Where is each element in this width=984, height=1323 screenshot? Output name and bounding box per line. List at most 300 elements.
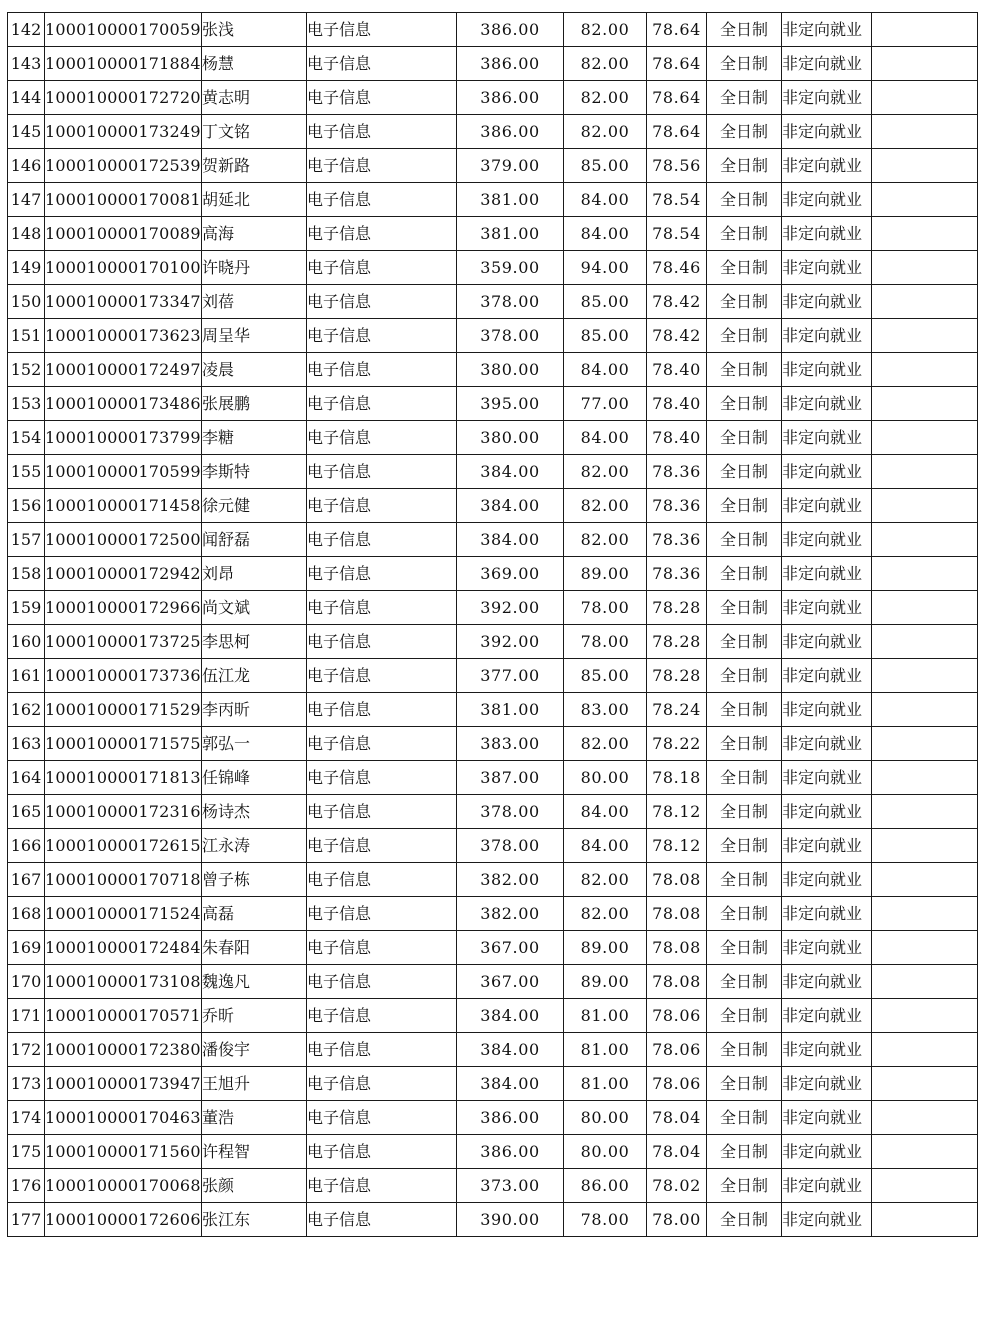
remarks-cell (872, 523, 978, 557)
retest-score-cell: 94.00 (564, 251, 647, 285)
candidate-name-cell: 贺新路 (202, 149, 307, 183)
exam-id-cell: 100010000173249 (45, 115, 202, 149)
candidate-name-cell: 伍江龙 (202, 659, 307, 693)
table-row (8, 387, 978, 421)
enrollment-type-cell: 非定向就业 (782, 81, 872, 115)
table-row (8, 727, 978, 761)
table-row (8, 353, 978, 387)
exam-id-cell: 100010000173799 (45, 421, 202, 455)
serial-number-cell: 175 (8, 1135, 45, 1169)
major-cell: 电子信息 (307, 727, 457, 761)
table-row (8, 557, 978, 591)
initial-score-cell: 359.00 (457, 251, 564, 285)
table-row (8, 149, 978, 183)
retest-score-cell: 86.00 (564, 1169, 647, 1203)
initial-score-cell: 384.00 (457, 489, 564, 523)
candidate-name-cell: 丁文铭 (202, 115, 307, 149)
serial-number-cell: 163 (8, 727, 45, 761)
table-row (8, 455, 978, 489)
table-row (8, 13, 978, 47)
enrollment-type-cell: 非定向就业 (782, 387, 872, 421)
major-cell: 电子信息 (307, 931, 457, 965)
initial-score-cell: 387.00 (457, 761, 564, 795)
remarks-cell (872, 1169, 978, 1203)
initial-score-cell: 386.00 (457, 1135, 564, 1169)
exam-id-cell: 100010000173623 (45, 319, 202, 353)
table-row (8, 1169, 978, 1203)
initial-score-cell: 384.00 (457, 1067, 564, 1101)
remarks-cell (872, 625, 978, 659)
major-cell: 电子信息 (307, 1135, 457, 1169)
table-row (8, 489, 978, 523)
study-mode-cell: 全日制 (707, 217, 782, 251)
remarks-cell (872, 81, 978, 115)
candidate-name-cell: 郭弘一 (202, 727, 307, 761)
retest-score-cell: 84.00 (564, 183, 647, 217)
retest-score-cell: 78.00 (564, 625, 647, 659)
exam-id-cell: 100010000171529 (45, 693, 202, 727)
remarks-cell (872, 183, 978, 217)
exam-id-cell: 100010000173108 (45, 965, 202, 999)
retest-score-cell: 84.00 (564, 421, 647, 455)
study-mode-cell: 全日制 (707, 863, 782, 897)
study-mode-cell: 全日制 (707, 81, 782, 115)
exam-id-cell: 100010000171458 (45, 489, 202, 523)
major-cell: 电子信息 (307, 149, 457, 183)
initial-score-cell: 384.00 (457, 523, 564, 557)
serial-number-cell: 150 (8, 285, 45, 319)
table-row (8, 863, 978, 897)
candidate-name-cell: 张颜 (202, 1169, 307, 1203)
initial-score-cell: 386.00 (457, 115, 564, 149)
remarks-cell (872, 217, 978, 251)
study-mode-cell: 全日制 (707, 319, 782, 353)
exam-id-cell: 100010000170089 (45, 217, 202, 251)
admission-list-sheet (7, 12, 977, 1237)
exam-id-cell: 100010000173347 (45, 285, 202, 319)
candidate-name-cell: 闻舒磊 (202, 523, 307, 557)
study-mode-cell: 全日制 (707, 965, 782, 999)
table-row (8, 1203, 978, 1237)
remarks-cell (872, 795, 978, 829)
major-cell: 电子信息 (307, 1101, 457, 1135)
initial-score-cell: 382.00 (457, 863, 564, 897)
retest-score-cell: 85.00 (564, 319, 647, 353)
remarks-cell (872, 421, 978, 455)
enrollment-type-cell: 非定向就业 (782, 251, 872, 285)
candidate-name-cell: 周呈华 (202, 319, 307, 353)
initial-score-cell: 384.00 (457, 999, 564, 1033)
exam-id-cell: 100010000170718 (45, 863, 202, 897)
retest-score-cell: 80.00 (564, 761, 647, 795)
candidate-name-cell: 李丙昕 (202, 693, 307, 727)
candidate-name-cell: 许晓丹 (202, 251, 307, 285)
major-cell: 电子信息 (307, 285, 457, 319)
remarks-cell (872, 591, 978, 625)
table-body (8, 13, 978, 1237)
candidate-name-cell: 李斯特 (202, 455, 307, 489)
remarks-cell (872, 829, 978, 863)
initial-score-cell: 384.00 (457, 455, 564, 489)
major-cell: 电子信息 (307, 523, 457, 557)
serial-number-cell: 157 (8, 523, 45, 557)
study-mode-cell: 全日制 (707, 693, 782, 727)
serial-number-cell: 143 (8, 47, 45, 81)
study-mode-cell: 全日制 (707, 421, 782, 455)
exam-id-cell: 100010000170068 (45, 1169, 202, 1203)
initial-score-cell: 381.00 (457, 693, 564, 727)
initial-score-cell: 373.00 (457, 1169, 564, 1203)
enrollment-type-cell: 非定向就业 (782, 761, 872, 795)
candidate-name-cell: 张浅 (202, 13, 307, 47)
exam-id-cell: 100010000172497 (45, 353, 202, 387)
remarks-cell (872, 761, 978, 795)
study-mode-cell: 全日制 (707, 897, 782, 931)
enrollment-type-cell: 非定向就业 (782, 421, 872, 455)
enrollment-type-cell: 非定向就业 (782, 1135, 872, 1169)
serial-number-cell: 165 (8, 795, 45, 829)
table-row (8, 931, 978, 965)
serial-number-cell: 148 (8, 217, 45, 251)
serial-number-cell: 166 (8, 829, 45, 863)
total-score-cell: 78.28 (647, 659, 707, 693)
remarks-cell (872, 251, 978, 285)
total-score-cell: 78.36 (647, 455, 707, 489)
study-mode-cell: 全日制 (707, 761, 782, 795)
candidate-name-cell: 任锦峰 (202, 761, 307, 795)
initial-score-cell: 367.00 (457, 965, 564, 999)
table-row (8, 659, 978, 693)
serial-number-cell: 149 (8, 251, 45, 285)
enrollment-type-cell: 非定向就业 (782, 1203, 872, 1237)
study-mode-cell: 全日制 (707, 47, 782, 81)
exam-id-cell: 100010000170463 (45, 1101, 202, 1135)
table-row (8, 523, 978, 557)
enrollment-type-cell: 非定向就业 (782, 47, 872, 81)
initial-score-cell: 392.00 (457, 591, 564, 625)
remarks-cell (872, 557, 978, 591)
exam-id-cell: 100010000170059 (45, 13, 202, 47)
enrollment-type-cell: 非定向就业 (782, 557, 872, 591)
total-score-cell: 78.04 (647, 1135, 707, 1169)
remarks-cell (872, 965, 978, 999)
major-cell: 电子信息 (307, 591, 457, 625)
table-row (8, 217, 978, 251)
serial-number-cell: 169 (8, 931, 45, 965)
exam-id-cell: 100010000172942 (45, 557, 202, 591)
enrollment-type-cell: 非定向就业 (782, 319, 872, 353)
remarks-cell (872, 1067, 978, 1101)
retest-score-cell: 82.00 (564, 523, 647, 557)
enrollment-type-cell: 非定向就业 (782, 489, 872, 523)
candidate-name-cell: 凌晨 (202, 353, 307, 387)
retest-score-cell: 82.00 (564, 115, 647, 149)
total-score-cell: 78.18 (647, 761, 707, 795)
remarks-cell (872, 693, 978, 727)
enrollment-type-cell: 非定向就业 (782, 999, 872, 1033)
exam-id-cell: 100010000172484 (45, 931, 202, 965)
enrollment-type-cell: 非定向就业 (782, 727, 872, 761)
remarks-cell (872, 47, 978, 81)
candidate-name-cell: 许程智 (202, 1135, 307, 1169)
table-row (8, 1033, 978, 1067)
remarks-cell (872, 115, 978, 149)
initial-score-cell: 386.00 (457, 81, 564, 115)
serial-number-cell: 146 (8, 149, 45, 183)
candidate-name-cell: 曾子栋 (202, 863, 307, 897)
table-row (8, 693, 978, 727)
remarks-cell (872, 727, 978, 761)
table-row (8, 591, 978, 625)
initial-score-cell: 381.00 (457, 217, 564, 251)
study-mode-cell: 全日制 (707, 489, 782, 523)
exam-id-cell: 100010000171575 (45, 727, 202, 761)
enrollment-type-cell: 非定向就业 (782, 523, 872, 557)
retest-score-cell: 82.00 (564, 489, 647, 523)
initial-score-cell: 386.00 (457, 1101, 564, 1135)
major-cell: 电子信息 (307, 319, 457, 353)
table-row (8, 999, 978, 1033)
initial-score-cell: 369.00 (457, 557, 564, 591)
total-score-cell: 78.04 (647, 1101, 707, 1135)
major-cell: 电子信息 (307, 965, 457, 999)
major-cell: 电子信息 (307, 353, 457, 387)
total-score-cell: 78.12 (647, 829, 707, 863)
candidate-name-cell: 董浩 (202, 1101, 307, 1135)
study-mode-cell: 全日制 (707, 1169, 782, 1203)
enrollment-type-cell: 非定向就业 (782, 353, 872, 387)
exam-id-cell: 100010000170571 (45, 999, 202, 1033)
study-mode-cell: 全日制 (707, 1203, 782, 1237)
exam-id-cell: 100010000171813 (45, 761, 202, 795)
retest-score-cell: 82.00 (564, 81, 647, 115)
study-mode-cell: 全日制 (707, 829, 782, 863)
exam-id-cell: 100010000173486 (45, 387, 202, 421)
remarks-cell (872, 659, 978, 693)
remarks-cell (872, 319, 978, 353)
major-cell: 电子信息 (307, 1067, 457, 1101)
retest-score-cell: 84.00 (564, 829, 647, 863)
exam-id-cell: 100010000172606 (45, 1203, 202, 1237)
remarks-cell (872, 149, 978, 183)
study-mode-cell: 全日制 (707, 931, 782, 965)
serial-number-cell: 152 (8, 353, 45, 387)
total-score-cell: 78.22 (647, 727, 707, 761)
candidate-name-cell: 高磊 (202, 897, 307, 931)
remarks-cell (872, 1203, 978, 1237)
remarks-cell (872, 999, 978, 1033)
total-score-cell: 78.06 (647, 1033, 707, 1067)
total-score-cell: 78.08 (647, 863, 707, 897)
candidate-name-cell: 潘俊宇 (202, 1033, 307, 1067)
study-mode-cell: 全日制 (707, 285, 782, 319)
total-score-cell: 78.24 (647, 693, 707, 727)
initial-score-cell: 392.00 (457, 625, 564, 659)
enrollment-type-cell: 非定向就业 (782, 1033, 872, 1067)
enrollment-type-cell: 非定向就业 (782, 591, 872, 625)
candidate-name-cell: 张江东 (202, 1203, 307, 1237)
initial-score-cell: 384.00 (457, 1033, 564, 1067)
candidate-name-cell: 刘蓓 (202, 285, 307, 319)
study-mode-cell: 全日制 (707, 387, 782, 421)
remarks-cell (872, 1033, 978, 1067)
major-cell: 电子信息 (307, 625, 457, 659)
total-score-cell: 78.54 (647, 217, 707, 251)
major-cell: 电子信息 (307, 829, 457, 863)
enrollment-type-cell: 非定向就业 (782, 795, 872, 829)
remarks-cell (872, 1101, 978, 1135)
study-mode-cell: 全日制 (707, 795, 782, 829)
initial-score-cell: 395.00 (457, 387, 564, 421)
exam-id-cell: 100010000172720 (45, 81, 202, 115)
table-row (8, 1101, 978, 1135)
total-score-cell: 78.42 (647, 285, 707, 319)
enrollment-type-cell: 非定向就业 (782, 1067, 872, 1101)
retest-score-cell: 82.00 (564, 863, 647, 897)
serial-number-cell: 154 (8, 421, 45, 455)
enrollment-type-cell: 非定向就业 (782, 285, 872, 319)
remarks-cell (872, 1135, 978, 1169)
enrollment-type-cell: 非定向就业 (782, 965, 872, 999)
remarks-cell (872, 863, 978, 897)
major-cell: 电子信息 (307, 183, 457, 217)
major-cell: 电子信息 (307, 115, 457, 149)
initial-score-cell: 386.00 (457, 13, 564, 47)
study-mode-cell: 全日制 (707, 591, 782, 625)
serial-number-cell: 153 (8, 387, 45, 421)
major-cell: 电子信息 (307, 557, 457, 591)
total-score-cell: 78.54 (647, 183, 707, 217)
major-cell: 电子信息 (307, 1169, 457, 1203)
initial-score-cell: 380.00 (457, 421, 564, 455)
serial-number-cell: 176 (8, 1169, 45, 1203)
major-cell: 电子信息 (307, 489, 457, 523)
exam-id-cell: 100010000173725 (45, 625, 202, 659)
enrollment-type-cell: 非定向就业 (782, 863, 872, 897)
retest-score-cell: 85.00 (564, 285, 647, 319)
major-cell: 电子信息 (307, 421, 457, 455)
retest-score-cell: 84.00 (564, 217, 647, 251)
major-cell: 电子信息 (307, 1033, 457, 1067)
initial-score-cell: 382.00 (457, 897, 564, 931)
enrollment-type-cell: 非定向就业 (782, 625, 872, 659)
initial-score-cell: 379.00 (457, 149, 564, 183)
study-mode-cell: 全日制 (707, 1101, 782, 1135)
exam-id-cell: 100010000171560 (45, 1135, 202, 1169)
table-row (8, 1067, 978, 1101)
retest-score-cell: 89.00 (564, 965, 647, 999)
study-mode-cell: 全日制 (707, 1033, 782, 1067)
retest-score-cell: 80.00 (564, 1101, 647, 1135)
initial-score-cell: 377.00 (457, 659, 564, 693)
serial-number-cell: 155 (8, 455, 45, 489)
retest-score-cell: 82.00 (564, 727, 647, 761)
study-mode-cell: 全日制 (707, 115, 782, 149)
study-mode-cell: 全日制 (707, 625, 782, 659)
enrollment-type-cell: 非定向就业 (782, 455, 872, 489)
serial-number-cell: 160 (8, 625, 45, 659)
retest-score-cell: 81.00 (564, 1067, 647, 1101)
candidate-name-cell: 胡延北 (202, 183, 307, 217)
initial-score-cell: 378.00 (457, 319, 564, 353)
exam-id-cell: 100010000172966 (45, 591, 202, 625)
serial-number-cell: 145 (8, 115, 45, 149)
table-row (8, 965, 978, 999)
initial-score-cell: 380.00 (457, 353, 564, 387)
exam-id-cell: 100010000172380 (45, 1033, 202, 1067)
study-mode-cell: 全日制 (707, 1135, 782, 1169)
enrollment-type-cell: 非定向就业 (782, 897, 872, 931)
retest-score-cell: 89.00 (564, 557, 647, 591)
candidate-name-cell: 杨诗杰 (202, 795, 307, 829)
initial-score-cell: 390.00 (457, 1203, 564, 1237)
candidate-name-cell: 江永涛 (202, 829, 307, 863)
enrollment-type-cell: 非定向就业 (782, 931, 872, 965)
retest-score-cell: 85.00 (564, 149, 647, 183)
table-row (8, 183, 978, 217)
total-score-cell: 78.28 (647, 625, 707, 659)
remarks-cell (872, 455, 978, 489)
candidate-name-cell: 乔昕 (202, 999, 307, 1033)
major-cell: 电子信息 (307, 455, 457, 489)
serial-number-cell: 159 (8, 591, 45, 625)
enrollment-type-cell: 非定向就业 (782, 149, 872, 183)
exam-id-cell: 100010000172316 (45, 795, 202, 829)
table-row (8, 897, 978, 931)
candidate-name-cell: 王旭升 (202, 1067, 307, 1101)
remarks-cell (872, 897, 978, 931)
remarks-cell (872, 353, 978, 387)
retest-score-cell: 84.00 (564, 353, 647, 387)
candidate-name-cell: 刘昂 (202, 557, 307, 591)
serial-number-cell: 174 (8, 1101, 45, 1135)
total-score-cell: 78.08 (647, 931, 707, 965)
table-row (8, 115, 978, 149)
retest-score-cell: 84.00 (564, 795, 647, 829)
serial-number-cell: 144 (8, 81, 45, 115)
study-mode-cell: 全日制 (707, 557, 782, 591)
total-score-cell: 78.40 (647, 387, 707, 421)
candidate-name-cell: 尚文斌 (202, 591, 307, 625)
major-cell: 电子信息 (307, 251, 457, 285)
total-score-cell: 78.64 (647, 47, 707, 81)
serial-number-cell: 162 (8, 693, 45, 727)
major-cell: 电子信息 (307, 693, 457, 727)
total-score-cell: 78.36 (647, 523, 707, 557)
study-mode-cell: 全日制 (707, 1067, 782, 1101)
serial-number-cell: 167 (8, 863, 45, 897)
table-row (8, 829, 978, 863)
serial-number-cell: 156 (8, 489, 45, 523)
initial-score-cell: 378.00 (457, 285, 564, 319)
remarks-cell (872, 931, 978, 965)
serial-number-cell: 171 (8, 999, 45, 1033)
retest-score-cell: 82.00 (564, 13, 647, 47)
total-score-cell: 78.64 (647, 81, 707, 115)
table-row (8, 251, 978, 285)
retest-score-cell: 77.00 (564, 387, 647, 421)
major-cell: 电子信息 (307, 659, 457, 693)
study-mode-cell: 全日制 (707, 659, 782, 693)
retest-score-cell: 89.00 (564, 931, 647, 965)
study-mode-cell: 全日制 (707, 251, 782, 285)
candidate-name-cell: 朱春阳 (202, 931, 307, 965)
exam-id-cell: 100010000170100 (45, 251, 202, 285)
enrollment-type-cell: 非定向就业 (782, 1101, 872, 1135)
remarks-cell (872, 489, 978, 523)
retest-score-cell: 78.00 (564, 1203, 647, 1237)
table-row (8, 1135, 978, 1169)
